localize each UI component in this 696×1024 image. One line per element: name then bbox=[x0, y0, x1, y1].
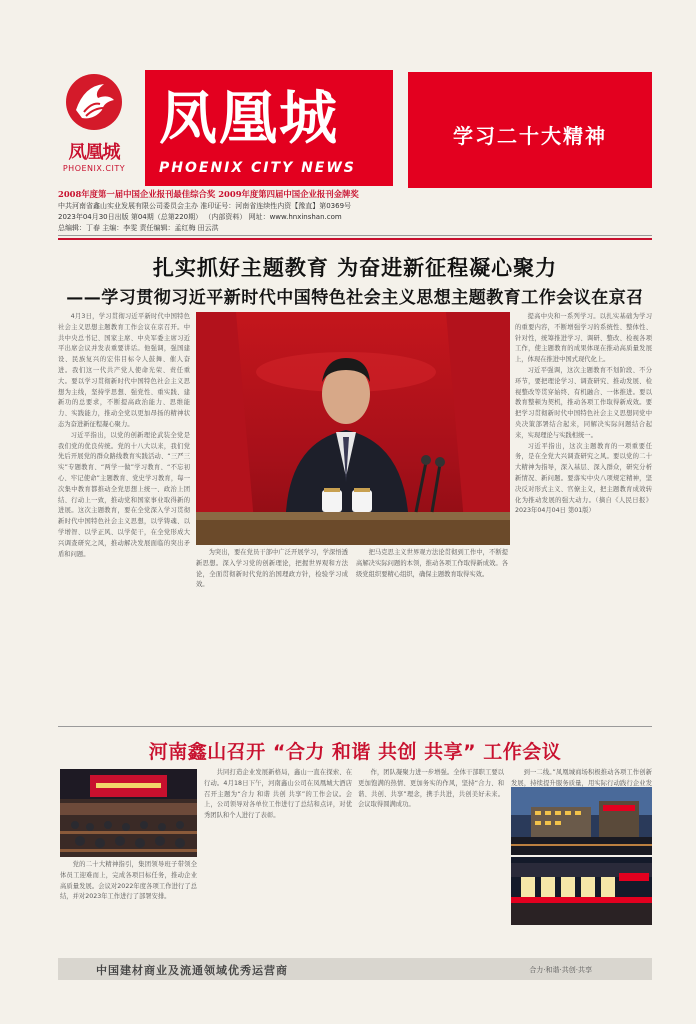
article1-paragraph: 4月3日，学习贯彻习近平新时代中国特色社会主义思想主题教育工作会议在京召开。中共中央总书记、国家主席、中央军委主席习近平出席会议并发表重要讲话。他强调，强国建设、民族复兴的宏伟目标令人鼓舞、催人奋进。我们这一代共产党人使命光荣、责任重大。要以学习贯彻新时代中国特色社会主义思想为主线，坚持学思想、强党性、重实践、建新功的总要求，不断提高政治能力、思维能力、实践能力，推动全党以更加昂扬的精神状态为奋进新征程凝心聚力。 bbox=[58, 313, 190, 428]
slogan-text: 学习二十大精神 bbox=[453, 124, 607, 148]
article2-headline[interactable]: 河南鑫山召开 “合力 和谐 共创 共享” 工作会议 bbox=[148, 741, 562, 763]
night-street-illustration bbox=[511, 787, 652, 855]
footer-bar bbox=[58, 958, 652, 980]
storefront-illustration bbox=[511, 857, 652, 925]
speaker-illustration bbox=[196, 312, 510, 545]
article1-column-right bbox=[515, 312, 652, 720]
footer-slogan: 中国建材商业及流通领域优秀运营商 bbox=[96, 964, 288, 977]
article2-paragraph: 共同打造企业发展新格局，鑫山一直在探索、在行动。4月18日下午，河南鑫山公司在凤凰城大酒店召开主题为“合力 和谐 共创 共享”的工作会议。会上，公司领导对各单位工作进行了总结和点评，对优秀团队和个人进行了表彰。 bbox=[204, 769, 352, 820]
award-line: 2008年度第一届中国企业报刊最佳综合奖 2009年度第四届中国企业报刊金牌奖 bbox=[58, 189, 359, 199]
article1-column-left bbox=[58, 312, 190, 720]
night-building-photo bbox=[511, 787, 652, 855]
article1-column-mid-left bbox=[196, 548, 348, 720]
article1-headline[interactable]: 扎实抓好主题教育 为奋进新征程凝心聚力 bbox=[152, 256, 558, 280]
article1-subhead: ——学习贯彻习近平新时代中国特色社会主义思想主题教育工作会议在京召 bbox=[66, 288, 644, 308]
conference-photo bbox=[60, 769, 197, 857]
phoenix-emblem-icon bbox=[64, 72, 124, 132]
section-divider bbox=[58, 726, 652, 727]
article2-column-4 bbox=[511, 768, 652, 786]
editors-line: 总编辑：丁春 主编：李雯 责任编辑：孟红梅 田云洪 bbox=[58, 224, 219, 232]
header-divider-accent bbox=[58, 238, 652, 240]
meeting-photo bbox=[196, 312, 510, 545]
article1-paragraph: 为突出，要在党员干部中广泛开展学习，学深悟透新思想。深入学习党的创新理论，把握世界观和方法论，全面贯彻新时代党的治国理政方针，检验学习成效。 bbox=[196, 549, 348, 589]
header-divider bbox=[58, 235, 652, 236]
masthead-title-en: PHOENIX CITY NEWS bbox=[159, 160, 356, 176]
conference-hall-illustration bbox=[60, 769, 197, 857]
sponsor-line: 中共河南省鑫山实业发展有限公司委员会主办 准印证号：河南省连续性内资【豫直】第0369号 bbox=[58, 202, 352, 210]
article1-paragraph: 提高中央和一系列学习。以扎实基础为学习的重要内容，不断增强学习的系统性、整体性、针对性，统筹推进学习、调研、整改、检视各项工作，使主题教育的成果体现在推动高质量发展上，体现在推进中国式现代化上。 bbox=[515, 313, 652, 364]
logo-name-cn: 凤凰城 bbox=[68, 142, 120, 163]
article2-column-1 bbox=[60, 860, 197, 950]
article1-paragraph: 把马克思主义世界观方法论贯彻到工作中，不断提高解决实际问题的本领，推动各项工作取得新成效。各级党组织要精心组织，确保主题教育取得实效。 bbox=[356, 549, 508, 578]
article1-paragraph: 习近平指出，以党的创新理论武装全党是我们党的优良传统。党的十八大以来，我们党先后开展党的群众路线教育实践活动、“三严三实”专题教育、“两学一做”学习教育、“不忘初心、牢记使命”主题教育、党史学习教育，每一次集中教育都推动全党思想上统一、政治上团结、行动上一致，推动党和国家事业取得新的进展。这次主题教育，要在全党深入学习贯彻新时代中国特色社会主义思想，以学铸魂、以学增智、以学正风、以学促干，在全党形成大兴调查研究之风，推动解决发展面临的突出矛盾和问题。 bbox=[58, 431, 190, 558]
storefront-photo bbox=[511, 857, 652, 925]
slogan-banner bbox=[408, 72, 652, 188]
masthead-banner bbox=[145, 70, 393, 186]
phoenix-logo bbox=[58, 68, 130, 190]
article1-paragraph: 习近平强调，这次主题教育不划阶段、不分环节，要把理论学习、调查研究、推动发展、检视整改等贯穿始终、有机融合、一体推进。要以教育整顿为契机，推动各项工作取得新成效。要把学习贯彻新时代中国特色社会主义思想同党中央决策部署结合起来，同解决实际问题结合起来，实现理论与实践相统一。 bbox=[515, 366, 652, 439]
article2-column-2 bbox=[204, 768, 352, 950]
footer-motto: 合力·和谐·共创·共享 bbox=[529, 966, 592, 974]
logo-name-en: PHOENIX.CITY bbox=[62, 164, 126, 173]
masthead-title-cn: 凤凰城 bbox=[159, 84, 340, 152]
article2-paragraph: 作，团队凝聚力进一步增强。全体干部职工要以更加饱满的热情、更加务实的作风，坚持“合力、和谐、共创、共享”理念，携手共进，共创美好未来。会议取得圆满成功。 bbox=[358, 769, 504, 809]
article2-paragraph: 党的二十大精神指引，集团领导班子带领全体员工迎难而上，完成各项目标任务，推动企业高质量发展。会议对2022年度各项工作进行了总结，并对2023年工作进行了部署安排。 bbox=[60, 861, 197, 901]
article2-column-3 bbox=[358, 768, 504, 950]
issue-line: 2023年04月30日出版 第04期（总第220期） （内部资料） 网址：www.hnxinshan.com bbox=[58, 213, 342, 221]
article2-paragraph: 到一二线。”凤凰城商场积极推动各项工作创新发展，持续提升服务质量，用实际行动践行企业发 bbox=[511, 769, 652, 787]
article1-paragraph: 习近平指出，这次主题教育的一项重要任务，是在全党大兴调查研究之风。要以党的二十大精神为指导，深入基层、深入群众，研究分析新情况、新问题。要落实中央八项规定精神，坚决反对形式主义、官僚主义，把主题教育成效转化为推动发展的强大动力。（摘自《人民日报》2023年04月04日 第01版） bbox=[515, 442, 652, 515]
article1-column-mid-right bbox=[356, 548, 508, 720]
